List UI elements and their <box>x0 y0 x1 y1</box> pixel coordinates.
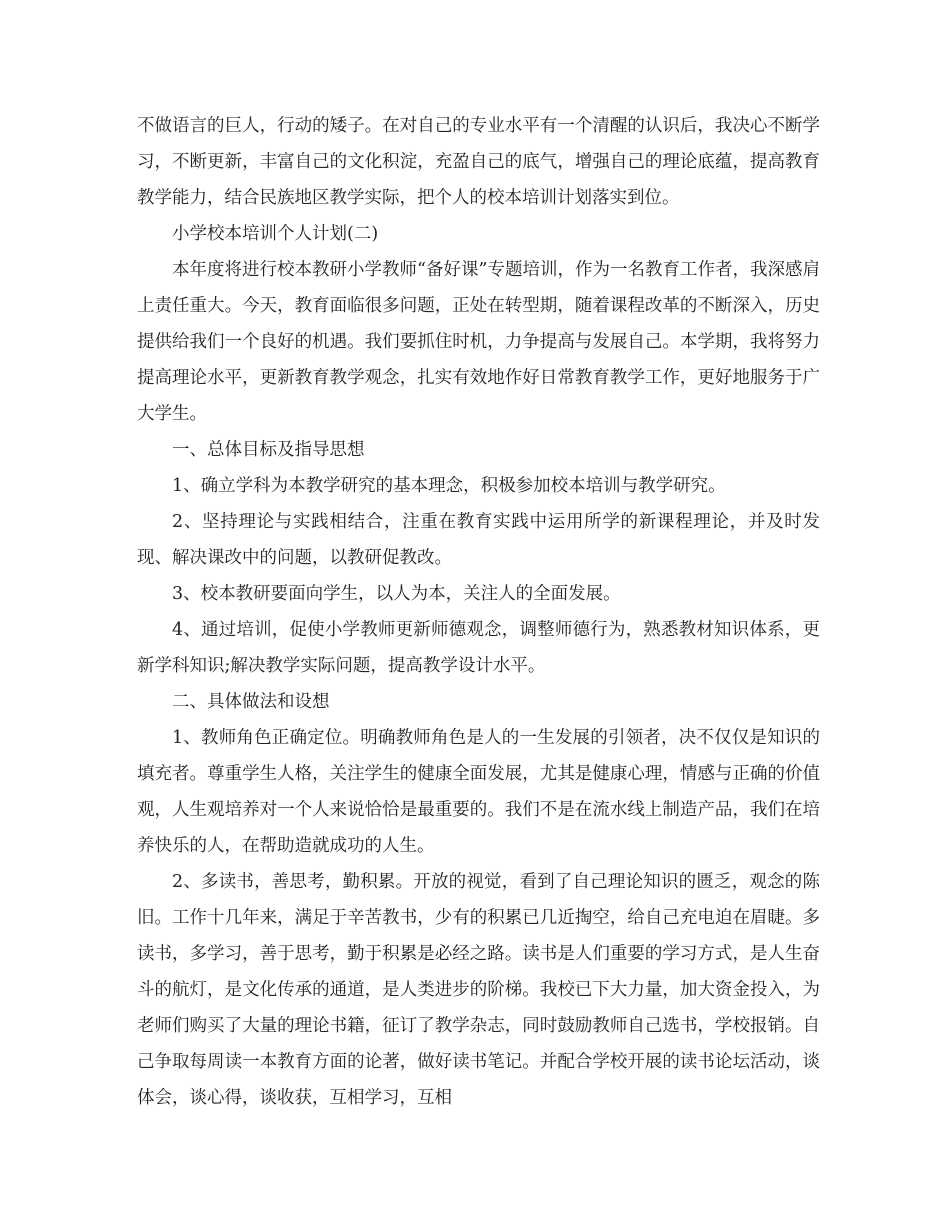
heading-methods: 二、具体做法和设想 <box>172 692 330 712</box>
paragraph-continuation: 不做语言的巨人，行动的矮子。在对自己的专业水平有一个清醒的认识后，我决心不断学习，不断更新，丰富自己的文化积淀，充盈自己的底气，增强自己的理论底蕴，提高教育教学能力，结合民族地区教学实际，把个人的校本培训计划落实到位。 <box>137 116 820 208</box>
document-body <box>137 108 820 1116</box>
heading-goals: 一、总体目标及指导思想 <box>172 440 365 460</box>
goal-item-2: 2、坚持理论与实践相结合，注重在教育实践中运用所学的新课程理论，并及时发现、解决课改中的问题，以教研促教改。 <box>137 512 820 568</box>
section-title: 小学校本培训个人计划(二) <box>172 224 379 244</box>
goal-item-4: 4、通过培训，促使小学教师更新师德观念，调整师德行为，熟悉教材知识体系，更新学科知识;解决教学实际问题，提高教学设计水平。 <box>137 620 820 676</box>
method-item-1: 1、教师角色正确定位。明确教师角色是人的一生发展的引领者，决不仅仅是知识的填充者。尊重学生人格，关注学生的健康全面发展，尤其是健康心理，情感与正确的价值观，人生观培养对一个人来说恰恰是最重要的。我们不是在流水线上制造产品，我们在培养快乐的人，在帮助造就成功的人生。 <box>137 728 820 856</box>
method-item-2: 2、多读书，善思考，勤积累。开放的视觉，看到了自己理论知识的匮乏，观念的陈旧。工作十几年来，满足于辛苦教书，少有的积累已几近掏空，给自己充电迫在眉睫。多读书，多学习，善于思考，勤于积累是必经之路。读书是人们重要的学习方式，是人生奋斗的航灯，是文化传承的通道，是人类进步的阶梯。我校已下大力量，加大资金投入，为老师们购买了大量的理论书籍，征订了教学杂志，同时鼓励教师自己选书，学校报销。自己争取每周读一本教育方面的论著，做好读书笔记。并配合学校开展的读书论坛活动，谈体会，谈心得，谈收获，互相学习，互相 <box>137 872 820 1108</box>
paragraph-intro: 本年度将进行校本教研小学教师“备好课”专题培训，作为一名教育工作者，我深感肩上责任重大。今天，教育面临很多问题，正处在转型期，随着课程改革的不断深入，历史提供给我们一个良好的机遇。我们要抓住时机，力争提高与发展自己。本学期，我将努力提高理论水平，更新教育教学观念，扎实有效地作好日常教育教学工作，更好地服务于广大学生。 <box>137 260 820 424</box>
goal-item-1: 1、确立学科为本教学研究的基本理念，积极参加校本培训与教学研究。 <box>172 476 726 496</box>
goal-item-3: 3、校本教研要面向学生，以人为本，关注人的全面发展。 <box>172 584 621 604</box>
